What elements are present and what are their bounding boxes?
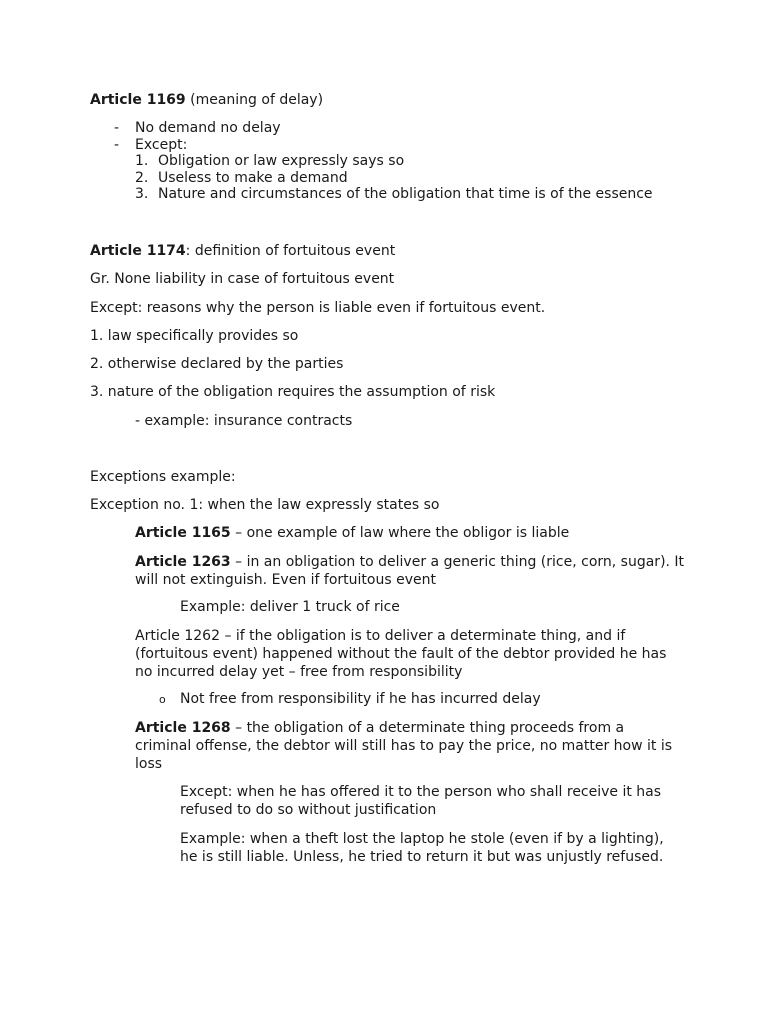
reason-item: 1. law specifically provides so xyxy=(90,328,299,344)
insurance-example: - example: insurance contracts xyxy=(135,413,353,429)
article-1169-list xyxy=(90,120,653,203)
article-1165-paragraph: Article 1165 – one example of law where the obligor is liable xyxy=(135,525,570,541)
article-1262-paragraph: Article 1262 – if the obligation is to deliver a determinate thing, and if (fortuitous event) happened without the fault of the debtor provided he has no incurred delay yet – free from responsibility xyxy=(135,628,667,680)
except-text: Except: reasons why the person is liable even if fortuitous event. xyxy=(90,300,546,316)
article-1174-heading xyxy=(90,242,395,260)
delay-bullet-text: Not free from responsibility if he has incurred delay xyxy=(180,691,541,707)
reason-item: 3. nature of the obligation requires the assumption of risk xyxy=(90,384,496,400)
except-list xyxy=(135,153,653,203)
article-1268-paragraph: Article 1268 – the obligation of a determinate thing proceeds from a criminal offense, the debtor will still has to pay the price, no matter how it is loss xyxy=(135,720,673,772)
article-1174-subtitle: : definition of fortuitous event xyxy=(185,243,396,259)
list-item: - Except: 1. Obligation or law expressly says so 2. Useless to make a demand 3. Nature and circumstances of the obligation that time is of the essence xyxy=(114,136,653,202)
exceptions-heading: Exceptions example: xyxy=(90,469,236,485)
article-1263-paragraph: Article 1263 – in an obligation to deliver a generic thing (rice, corn, sugar). It will not extinguish. Even if fortuitous event xyxy=(135,554,685,588)
article-1169-title: Article 1169 xyxy=(90,92,186,108)
bullet-circle-icon: o xyxy=(159,693,166,706)
article-1268-except: Except: when he has offered it to the person who shall receive it has refused to do so without justification xyxy=(180,784,662,818)
list-item: 2. Useless to make a demand xyxy=(135,169,348,186)
article-1174-title: Article 1174 xyxy=(90,243,186,259)
article-1268-example: Example: when a theft lost the laptop he stole (even if by a lighting), he is still liable. Unless, he tried to return it but was unjustly refused. xyxy=(180,831,664,865)
rice-example: Example: deliver 1 truck of rice xyxy=(180,599,400,615)
article-1169-subtitle: (meaning of delay) xyxy=(185,92,324,108)
article-1263-title: Article 1263 xyxy=(135,554,231,570)
article-1165-title: Article 1165 xyxy=(135,525,231,541)
reason-item: 2. otherwise declared by the parties xyxy=(90,356,344,372)
list-item: 3. Nature and circumstances of the obligation that time is of the essence xyxy=(135,186,653,202)
article-1268-title: Article 1268 xyxy=(135,720,231,736)
general-rule-text: Gr. None liability in case of fortuitous event xyxy=(90,271,395,287)
exception-no1-text: Exception no. 1: when the law expressly states so xyxy=(90,497,440,513)
article-1169-heading xyxy=(90,91,323,109)
list-item: 1. Obligation or law expressly says so xyxy=(135,153,405,169)
list-item: - No demand no delay xyxy=(114,120,281,136)
